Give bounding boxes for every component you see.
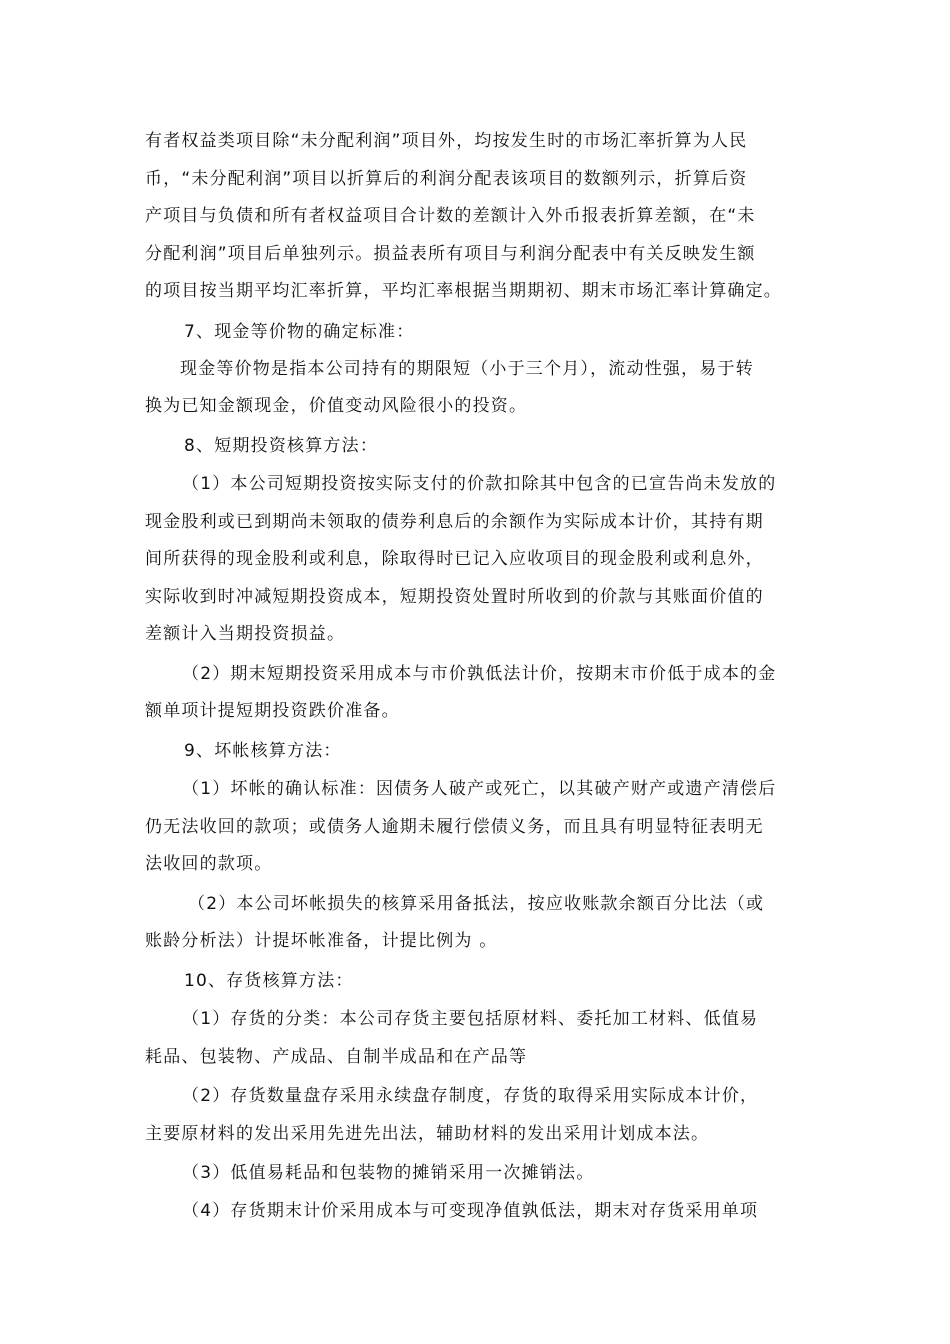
section-heading-inventory: 10、存货核算方法： <box>184 971 354 991</box>
body-text-line: （1）坏帐的确认标准：因债务人破产或死亡，以其破产财产或遗产清偿后 <box>182 779 777 799</box>
section-heading-bad-debts: 9、坏帐核算方法： <box>184 741 342 761</box>
body-text-line: 换为已知金额现金，价值变动风险很小的投资。 <box>145 396 528 416</box>
body-text-line: 仍无法收回的款项；或债务人逾期未履行偿债义务，而且具有明显特征表明无 <box>145 817 764 837</box>
section-heading-cash-equivalents: 7、现金等价物的确定标准： <box>184 322 415 342</box>
body-text-line: （2）存货数量盘存采用永续盘存制度，存货的取得采用实际成本计价， <box>182 1086 759 1106</box>
body-text-line: 法收回的款项。 <box>145 854 273 874</box>
body-text-line: 主要原材料的发出采用先进先出法，辅助材料的发出采用计划成本法。 <box>145 1124 710 1144</box>
body-text-line: 有者权益类项目除“未分配利润”项目外，均按发生时的市场汇率折算为人民 <box>145 131 748 151</box>
body-text-line: （4）存货期末计价采用成本与可变现净值孰低法，期末对存货采用单项 <box>182 1201 759 1221</box>
body-text-line: 现金股利或已到期尚未领取的债券利息后的余额作为实际成本计价，其持有期 <box>145 512 764 532</box>
body-text-line: 实际收到时冲减短期投资成本，短期投资处置时所收到的价款与其账面价值的 <box>145 587 764 607</box>
body-text-line: （2）期末短期投资采用成本与市价孰低法计价，按期末市价低于成本的金 <box>182 664 777 684</box>
body-text-line: （2）本公司坏帐损失的核算采用备抵法，按应收账款余额百分比法（或 <box>188 894 765 914</box>
body-text-line: 现金等价物是指本公司持有的期限短（小于三个月），流动性强，易于转 <box>180 359 754 379</box>
body-text-line: （1）本公司短期投资按实际支付的价款扣除其中包含的已宣告尚未发放的 <box>182 474 777 494</box>
body-text-line: 账龄分析法）计提坏帐准备，计提比例为 。 <box>145 931 498 951</box>
body-text-line: （1）存货的分类：本公司存货主要包括原材料、委托加工材料、低值易 <box>182 1009 759 1029</box>
body-text-line: 差额计入当期投资损益。 <box>145 624 346 644</box>
body-text-line: 间所获得的现金股利或利息，除取得时已记入应收项目的现金股利或利息外， <box>145 549 764 569</box>
body-text-line: 的项目按当期平均汇率折算，平均汇率根据当期期初、期末市场汇率计算确定。 <box>145 281 782 301</box>
body-text-line: 币，“未分配利润”项目以折算后的利润分配表该项目的数额列示，折算后资 <box>145 169 748 189</box>
section-heading-short-term-investments: 8、短期投资核算方法： <box>184 436 379 456</box>
body-text-line: 产项目与负债和所有者权益项目合计数的差额计入外币报表折算差额，在“未 <box>145 206 756 226</box>
body-text-line: 耗品、包装物、产成品、自制半成品和在产品等 <box>145 1047 528 1067</box>
body-text-line: （3）低值易耗品和包装物的摊销采用一次摊销法。 <box>182 1163 595 1183</box>
body-text-line: 额单项计提短期投资跌价准备。 <box>145 701 400 721</box>
body-text-line: 分配利润”项目后单独列示。损益表所有项目与利润分配表中有关反映发生额 <box>145 244 756 264</box>
